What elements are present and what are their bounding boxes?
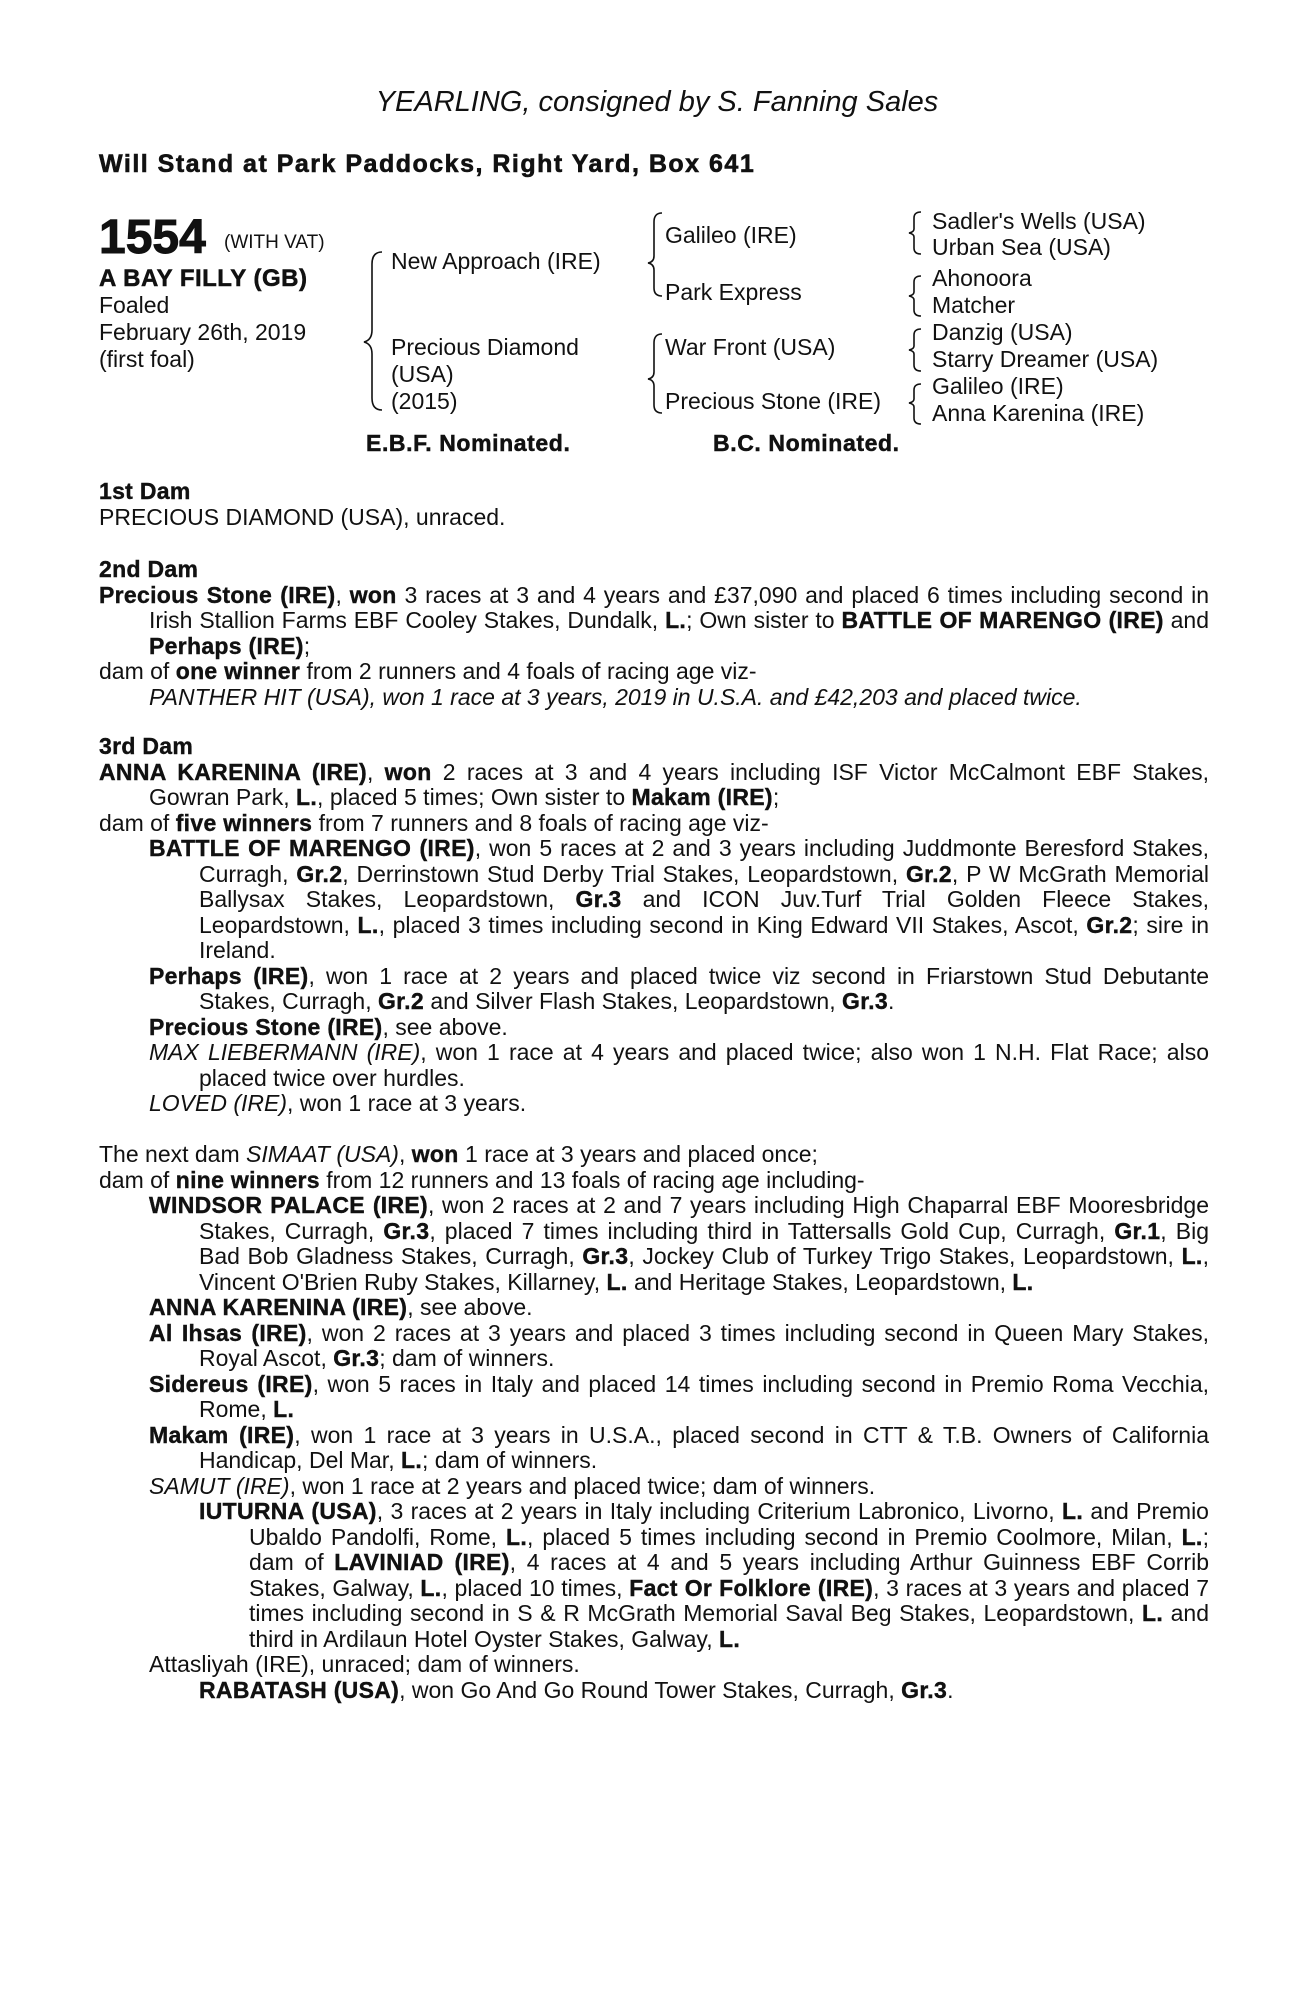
- text-run: ; dam of winners.: [379, 1345, 555, 1371]
- produce-iuturna: [99, 1499, 1209, 1652]
- text-run: and third in Ardilaun Hotel Oyster Stakes, Galway,: [249, 1600, 1210, 1652]
- text-run: Precious Stone (IRE): [149, 1013, 383, 1040]
- text-run: ; dam of: [249, 1523, 1209, 1575]
- text-run: LAVINIAD (IRE): [334, 1549, 510, 1575]
- pedigree-dsd: Starry Dreamer (USA): [932, 346, 1159, 372]
- text-run: , placed 5 times including second in Premio Coolmore, Milan,: [527, 1523, 1182, 1550]
- first-dam-section: [99, 479, 1209, 530]
- pedigree-dam-year: (2015): [391, 388, 458, 414]
- text-run: , placed 3 times including second in King Edward VII Stakes, Ascot,: [378, 911, 1087, 938]
- text-run: , Derrinstown Stud Derby Trial Stakes, Leopardstown,: [342, 860, 906, 887]
- text-run: , Vincent O'Brien Ruby Stakes, Killarney,: [199, 1243, 1209, 1295]
- third-dam-entry: [99, 760, 1209, 811]
- produce-rabatash: [99, 1678, 1209, 1704]
- text-run: , see above.: [407, 1294, 533, 1320]
- text-run: , won 5 races in Italy and placed 14 times including second in Premio Roma Vecchia, Rome,: [199, 1370, 1210, 1422]
- text-run: Gr.2: [377, 988, 424, 1014]
- text-run: from 7 runners and 8 foals of racing age viz-: [312, 809, 769, 836]
- text-run: L.: [665, 607, 687, 633]
- produce-max-liebermann: [99, 1040, 1209, 1091]
- produce-samut: [99, 1474, 1209, 1500]
- text-run: , placed 7 times including third in Tattersalls Gold Cup, Curragh,: [429, 1217, 1115, 1244]
- text-run: ANNA KARENINA (IRE): [99, 758, 367, 785]
- text-run: won: [411, 1141, 459, 1167]
- produce-perhaps: [99, 964, 1209, 1015]
- text-run: one winner: [175, 658, 301, 684]
- pedigree-sire-sire: Galileo (IRE): [665, 222, 797, 248]
- text-run: Perhaps (IRE): [149, 632, 304, 659]
- text-run: , won 1 race at 3 years.: [287, 1090, 527, 1116]
- text-run: and ICON Juv.Turf Trial Golden Fleece Stakes, Leopardstown,: [199, 886, 1209, 938]
- text-run: , P W McGrath Memorial Ballysax Stakes, Leopardstown,: [199, 860, 1210, 912]
- pedigree-sire-dam: Park Express: [665, 279, 802, 305]
- text-run: BATTLE OF MARENGO (IRE): [841, 607, 1164, 633]
- foaled-label: Foaled: [99, 292, 170, 318]
- produce-makam: [99, 1423, 1209, 1474]
- text-run: ;: [772, 784, 780, 810]
- text-run: BATTLE OF MARENGO (IRE): [149, 835, 475, 861]
- text-run: , see above.: [382, 1013, 508, 1040]
- text-run: Gr.3: [582, 1243, 629, 1269]
- text-run: Gr.2: [905, 860, 952, 887]
- text-run: L.: [505, 1523, 528, 1550]
- text-run: 3 races at 3 and 4 years and £37,090 and placed 6 times including second in Irish Stallion Farms EBF Cooley Stakes, Dundalk,: [149, 581, 1210, 633]
- foaled-date: February 26th, 2019: [99, 319, 307, 345]
- second-dam-entry: [99, 583, 1209, 660]
- produce-al-ihsas: [99, 1321, 1209, 1372]
- text-run: Gr.3: [842, 988, 888, 1014]
- second-dam-heading: 2nd Dam: [99, 556, 199, 582]
- produce-windsor-palace: [99, 1193, 1209, 1295]
- text-run: Gr.2: [1086, 911, 1133, 938]
- text-run: L.: [420, 1574, 442, 1601]
- text-run: The next dam: [99, 1141, 247, 1167]
- text-run: , won 1 race at 4 years and placed twice; also won 1 N.H. Flat Race; also placed twice over hurdles.: [199, 1039, 1209, 1091]
- text-run: ,: [367, 758, 385, 785]
- text-run: ; dam of winners.: [422, 1447, 598, 1473]
- vat-note: (WITH VAT): [224, 232, 325, 253]
- catalogue-header-title: YEARLING, consigned by S. Fanning Sales: [375, 86, 939, 118]
- text-run: Precious Stone (IRE): [99, 581, 336, 608]
- first-dam-text: PRECIOUS DIAMOND (USA), unraced.: [99, 503, 506, 530]
- text-run: ;: [303, 632, 311, 659]
- text-run: ; sire in Ireland.: [199, 911, 1209, 963]
- text-run: Al Ihsas (IRE): [149, 1319, 307, 1346]
- text-run: , won 1 race at 2 years and placed twice viz second in Friarstown Stud Debutante Stakes, Curragh,: [199, 962, 1209, 1014]
- third-dam-heading: 3rd Dam: [99, 733, 194, 759]
- next-dam-section: [99, 1142, 1209, 1703]
- text-run: 1 race at 3 years and placed once;: [458, 1141, 818, 1167]
- pedigree-dam-origin: (USA): [391, 361, 454, 387]
- text-run: ; Own sister to: [686, 607, 842, 633]
- text-run: , won Go And Go Round Tower Stakes, Curragh,: [399, 1676, 902, 1703]
- text-run: won: [349, 581, 397, 608]
- text-run: ,: [335, 581, 350, 608]
- text-run: LOVED (IRE): [149, 1090, 288, 1116]
- text-run: dam of: [99, 658, 176, 684]
- text-run: and: [1163, 607, 1210, 633]
- produce-sidereus: [99, 1372, 1209, 1423]
- text-run: L.: [1181, 1523, 1203, 1550]
- produce-battle-of-marengo: [99, 836, 1209, 964]
- text-run: and Heritage Stakes, Leopardstown,: [627, 1268, 1013, 1295]
- pedigree-dam: Precious Diamond: [391, 334, 579, 360]
- second-dam-produce-panther-hit: [99, 685, 1209, 711]
- text-run: SIMAAT (USA): [246, 1141, 399, 1167]
- pedigree-sire: New Approach (IRE): [391, 248, 601, 274]
- text-run: L.: [1181, 1243, 1203, 1269]
- text-run: L.: [606, 1268, 628, 1295]
- text-run: IUTURNA (USA): [199, 1498, 377, 1524]
- produce-attasliyah: [99, 1652, 1209, 1678]
- second-dam-section: [99, 557, 1209, 710]
- text-run: Fact Or Folklore (IRE): [629, 1574, 874, 1601]
- text-run: , Big Bad Bob Gladness Stakes, Curragh,: [199, 1217, 1210, 1269]
- text-run: , won 2 races at 3 years and placed 3 times including second in Queen Mary Stakes, Royal Ascot,: [199, 1319, 1209, 1371]
- text-run: Makam (IRE): [149, 1421, 295, 1448]
- third-dam-section: [99, 734, 1209, 1117]
- pedigree-sds: Ahonoora: [932, 265, 1032, 291]
- next-dam-produce-summary: [99, 1168, 1209, 1194]
- text-run: Perhaps (IRE): [149, 962, 309, 989]
- text-run: SAMUT (IRE): [149, 1472, 290, 1499]
- text-run: ANNA KARENINA (IRE): [149, 1294, 408, 1320]
- text-run: , won 1 race at 3 years, 2019 in U.S.A. and £42,203 and placed twice.: [369, 683, 1082, 710]
- pedigree-dam-dam: Precious Stone (IRE): [665, 388, 882, 414]
- text-run: , Jockey Club of Turkey Trigo Stakes, Leopardstown,: [628, 1243, 1182, 1269]
- text-run: Gr.3: [333, 1345, 380, 1371]
- text-run: from 12 runners and 13 foals of racing age including-: [319, 1166, 865, 1193]
- text-run: Sidereus (IRE): [149, 1370, 313, 1397]
- pedigree-dam-sire: War Front (USA): [665, 334, 836, 360]
- first-dam-heading: 1st Dam: [99, 478, 191, 504]
- text-run: , won 5 races at 2 and 3 years including Juddmonte Beresford Stakes, Curragh,: [199, 835, 1209, 887]
- pedigree-dds: Galileo (IRE): [932, 373, 1064, 399]
- second-dam-produce-summary: [99, 659, 1209, 685]
- bc-nomination: B.C. Nominated.: [713, 430, 900, 456]
- text-run: Gr.3: [901, 1676, 948, 1703]
- text-run: won: [384, 758, 432, 785]
- text-run: 2 races at 3 and 4 years including ISF Victor McCalmont EBF Stakes, Gowran Park,: [149, 758, 1210, 810]
- text-run: ,: [398, 1141, 412, 1167]
- text-run: dam of: [99, 1166, 176, 1193]
- text-run: L.: [719, 1625, 741, 1652]
- text-run: nine winners: [175, 1166, 320, 1193]
- stand-location: Will Stand at Park Paddocks, Right Yard, Box 641: [99, 150, 756, 178]
- text-run: and Premio Ubaldo Pandolfi, Rome,: [249, 1498, 1209, 1550]
- ebf-nomination: E.B.F. Nominated.: [366, 430, 571, 456]
- pedigree-sdd: Matcher: [932, 292, 1016, 318]
- third-dam-produce-summary: [99, 811, 1209, 837]
- text-run: , 3 races at 3 years and placed 7 times including second in S & R McGrath Memorial Saval Beg Stakes, Leopardstown,: [249, 1574, 1210, 1626]
- text-run: L.: [273, 1396, 295, 1422]
- text-run: from 2 runners and 4 foals of racing age viz-: [300, 658, 757, 684]
- text-run: , won 1 race at 2 years and placed twice; dam of winners.: [289, 1472, 876, 1499]
- text-run: L.: [400, 1447, 423, 1473]
- text-run: L.: [1012, 1268, 1034, 1295]
- pedigree-dss: Danzig (USA): [932, 319, 1073, 345]
- text-run: and Silver Flash Stakes, Leopardstown,: [423, 988, 842, 1014]
- text-run: WINDSOR PALACE (IRE): [149, 1192, 428, 1218]
- horse-name: A BAY FILLY (GB): [99, 265, 308, 292]
- produce-precious-stone: [99, 1015, 1209, 1041]
- text-run: Gr.3: [383, 1217, 430, 1244]
- text-run: MAX LIEBERMANN (IRE): [149, 1039, 421, 1065]
- text-run: , 4 races at 4 and 5 years including Arthur Guinness EBF Corrib Stakes, Galway,: [249, 1549, 1209, 1601]
- text-run: five winners: [175, 809, 313, 836]
- text-run: dam of: [99, 809, 176, 836]
- text-run: L.: [1062, 1498, 1084, 1524]
- pedigree-ddd: Anna Karenina (IRE): [932, 400, 1145, 426]
- text-run: .: [947, 1676, 954, 1703]
- pedigree-sss: Sadler's Wells (USA): [932, 208, 1146, 234]
- text-run: Gr.3: [575, 886, 622, 912]
- text-run: PANTHER HIT (USA): [149, 683, 370, 710]
- pedigree-ssd: Urban Sea (USA): [932, 234, 1111, 260]
- foal-note: (first foal): [99, 346, 195, 372]
- text-run: L.: [296, 784, 318, 810]
- text-run: RABATASH (USA): [199, 1676, 400, 1703]
- produce-loved: [99, 1091, 1209, 1117]
- text-run: , placed 10 times,: [441, 1574, 630, 1601]
- text-run: Makam (IRE): [631, 784, 773, 810]
- text-run: Gr.1: [1114, 1217, 1161, 1244]
- text-run: L.: [1141, 1600, 1164, 1626]
- text-run: Gr.2: [296, 860, 343, 887]
- produce-anna-karenina: [99, 1295, 1209, 1321]
- text-run: .: [887, 988, 895, 1014]
- text-run: , won 1 race at 3 years in U.S.A., placed second in CTT & T.B. Owners of California Handicap, Del Mar,: [199, 1421, 1209, 1473]
- text-run: , 3 races at 2 years in Italy including Criterium Labronico, Livorno,: [376, 1498, 1062, 1524]
- text-run: L.: [357, 911, 379, 938]
- next-dam-entry: [99, 1142, 1209, 1168]
- text-run: , won 2 races at 2 and 7 years including High Chaparral EBF Mooresbridge Stakes, Curragh,: [199, 1192, 1210, 1244]
- lot-number: 1554: [99, 211, 206, 264]
- text-run: , placed 5 times; Own sister to: [317, 784, 632, 810]
- text-run: Attasliyah (IRE), unraced; dam of winners.: [149, 1651, 580, 1677]
